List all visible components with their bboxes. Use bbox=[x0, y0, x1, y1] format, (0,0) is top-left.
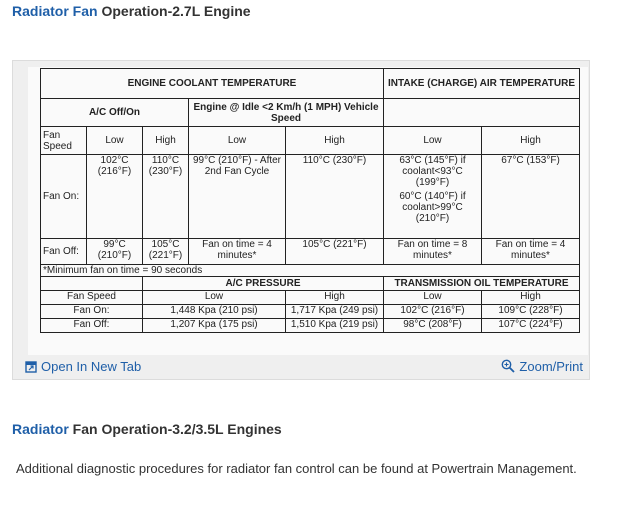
heading-keyword[interactable]: Radiator Fan bbox=[12, 3, 98, 19]
trans-off-low: 98°C (208°F) bbox=[384, 319, 482, 333]
magnifier-icon bbox=[501, 359, 515, 376]
low-label: Low bbox=[384, 127, 482, 155]
idle-header: Engine @ Idle <2 Km/h (1 MPH) Vehicle Speed bbox=[189, 99, 384, 127]
fan-on-label-2: Fan On: bbox=[41, 305, 143, 319]
fan-off-iat-low: Fan on time = 8 minutes* bbox=[384, 239, 482, 265]
fan-off-ac-high: 105°C (221°F) bbox=[143, 239, 189, 265]
empty-cell bbox=[384, 99, 580, 127]
acp-off-low: 1,207 Kpa (175 psi) bbox=[143, 319, 286, 333]
iat-low-line-1: 63°C (145°F) if coolant<93°C (199°F) bbox=[399, 155, 466, 188]
empty-cell bbox=[41, 277, 143, 291]
heading-text: Operation-2.7L Engine bbox=[97, 3, 251, 19]
iat-title: INTAKE (CHARGE) AIR TEMPERATURE bbox=[384, 69, 580, 99]
high-label: High bbox=[482, 291, 580, 305]
zoom-print-link[interactable] bbox=[501, 359, 583, 376]
trans-on-high: 109°C (228°F) bbox=[482, 305, 580, 319]
footnote: *Minimum fan on time = 90 seconds bbox=[41, 265, 580, 277]
section-heading-2-7l bbox=[12, 3, 251, 19]
section-heading-3-2l bbox=[12, 421, 282, 437]
fan-off-idle-high: 105°C (221°F) bbox=[286, 239, 384, 265]
fan-on-idle-high: 110°C (230°F) bbox=[286, 155, 384, 239]
fan-on-idle-low: 99°C (210°F) - After 2nd Fan Cycle bbox=[189, 155, 286, 239]
heading-keyword[interactable]: Radiator bbox=[12, 421, 69, 437]
open-in-new-tab-label: Open In New Tab bbox=[41, 359, 142, 374]
trans-on-low: 102°C (216°F) bbox=[384, 305, 482, 319]
low-label: Low bbox=[143, 291, 286, 305]
fan-on-iat-low bbox=[384, 155, 482, 239]
fan-off-idle-low: Fan on time = 4 minutes* bbox=[189, 239, 286, 265]
zoom-print-label: Zoom/Print bbox=[519, 359, 583, 374]
fan-on-label: Fan On: bbox=[41, 155, 87, 239]
low-label: Low bbox=[87, 127, 143, 155]
fan-off-iat-high: Fan on time = 4 minutes* bbox=[482, 239, 580, 265]
figure-links bbox=[13, 355, 589, 379]
fan-off-ac-low: 99°C (210°F) bbox=[87, 239, 143, 265]
diagnostic-paragraph: Additional diagnostic procedures for radiator fan control can be found at Powertrain Management. bbox=[16, 461, 577, 476]
high-label: High bbox=[286, 291, 384, 305]
ac-pressure-title: A/C PRESSURE bbox=[143, 277, 384, 291]
radiator-fan-spec-table bbox=[40, 68, 580, 333]
fan-off-label: Fan Off: bbox=[41, 239, 87, 265]
acp-off-high: 1,510 Kpa (219 psi) bbox=[286, 319, 384, 333]
fan-on-ac-high: 110°C (230°F) bbox=[143, 155, 189, 239]
heading-text: Fan Operation-3.2/3.5L Engines bbox=[68, 421, 282, 437]
high-label: High bbox=[286, 127, 384, 155]
ect-title: ENGINE COOLANT TEMPERATURE bbox=[41, 69, 384, 99]
figure-frame bbox=[12, 60, 590, 380]
low-label: Low bbox=[189, 127, 286, 155]
spec-table-image bbox=[28, 67, 588, 355]
trans-off-high: 107°C (224°F) bbox=[482, 319, 580, 333]
high-label: High bbox=[143, 127, 189, 155]
fan-on-iat-high: 67°C (153°F) bbox=[482, 155, 580, 239]
low-label: Low bbox=[384, 291, 482, 305]
high-label: High bbox=[482, 127, 580, 155]
open-in-new-tab-link[interactable] bbox=[25, 359, 141, 376]
fan-on-ac-low: 102°C (216°F) bbox=[87, 155, 143, 239]
fan-speed-label-2: Fan Speed bbox=[41, 291, 143, 305]
trans-oil-title: TRANSMISSION OIL TEMPERATURE bbox=[384, 277, 580, 291]
acp-on-high: 1,717 Kpa (249 psi) bbox=[286, 305, 384, 319]
acp-on-low: 1,448 Kpa (210 psi) bbox=[143, 305, 286, 319]
open-new-tab-icon bbox=[25, 361, 37, 376]
fan-off-label-2: Fan Off: bbox=[41, 319, 143, 333]
ac-off-on-header: A/C Off/On bbox=[41, 99, 189, 127]
iat-low-line-2: 60°C (140°F) if coolant>99°C (210°F) bbox=[399, 191, 466, 224]
fan-speed-label: Fan Speed bbox=[41, 127, 87, 155]
